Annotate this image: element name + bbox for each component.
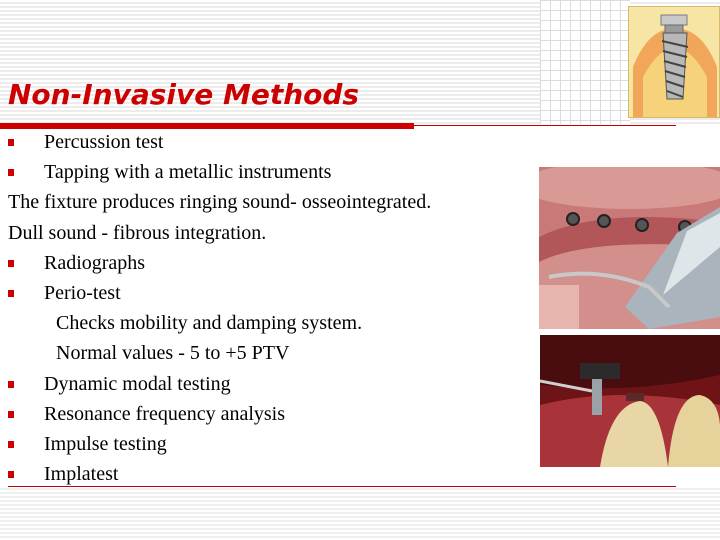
- list-item-text: Normal values - 5 to +5 PTV: [56, 342, 290, 365]
- bullet-square-icon: [8, 381, 14, 388]
- list-item-text: Percussion test: [44, 131, 164, 153]
- bullet-square-icon: [8, 290, 14, 297]
- header-grid-pattern: [540, 0, 630, 124]
- list-item: [8, 218, 538, 248]
- list-item-text: Radiographs: [44, 251, 146, 274]
- list-item: [8, 157, 538, 187]
- footer-stripe-background: [0, 486, 720, 540]
- list-item-text: Tapping with a metallic instruments: [44, 161, 332, 184]
- dental-implant-logo: [628, 6, 720, 118]
- bullet-square-icon: [8, 260, 14, 267]
- list-item-text: Resonance frequency analysis: [44, 402, 286, 425]
- bullet-square-icon: [8, 411, 14, 418]
- list-item: [8, 399, 538, 429]
- implant-probe-photo: [540, 335, 720, 467]
- bullet-list: [8, 127, 538, 489]
- footer-rule: [8, 486, 676, 487]
- list-item-text: Dynamic modal testing: [44, 372, 231, 395]
- bullet-square-icon: [8, 441, 14, 448]
- list-item: [8, 459, 538, 489]
- list-item: [8, 308, 538, 338]
- list-item-text: Dull sound - fibrous integration.: [8, 221, 267, 244]
- list-item: [8, 369, 538, 399]
- list-item-text: Perio-test: [44, 281, 121, 304]
- list-item-text: Implatest: [44, 463, 119, 486]
- list-item-text: Checks mobility and damping system.: [56, 312, 363, 335]
- list-item: [8, 127, 538, 157]
- title-underline-thin: [414, 125, 676, 126]
- periotest-photo: [539, 167, 720, 329]
- list-item-text: The fixture produces ringing sound- osseointegrated.: [8, 191, 432, 214]
- slide-title: Non-Invasive Methods: [8, 78, 360, 111]
- bullet-square-icon: [8, 169, 14, 176]
- bullet-square-icon: [8, 471, 14, 478]
- list-item: [8, 248, 538, 278]
- list-item-text: Impulse testing: [44, 432, 167, 455]
- list-item: [8, 278, 538, 308]
- bullet-square-icon: [8, 139, 14, 146]
- list-item: [8, 338, 538, 368]
- list-item: [8, 187, 538, 217]
- implant-icon: [629, 7, 720, 118]
- list-item: [8, 429, 538, 459]
